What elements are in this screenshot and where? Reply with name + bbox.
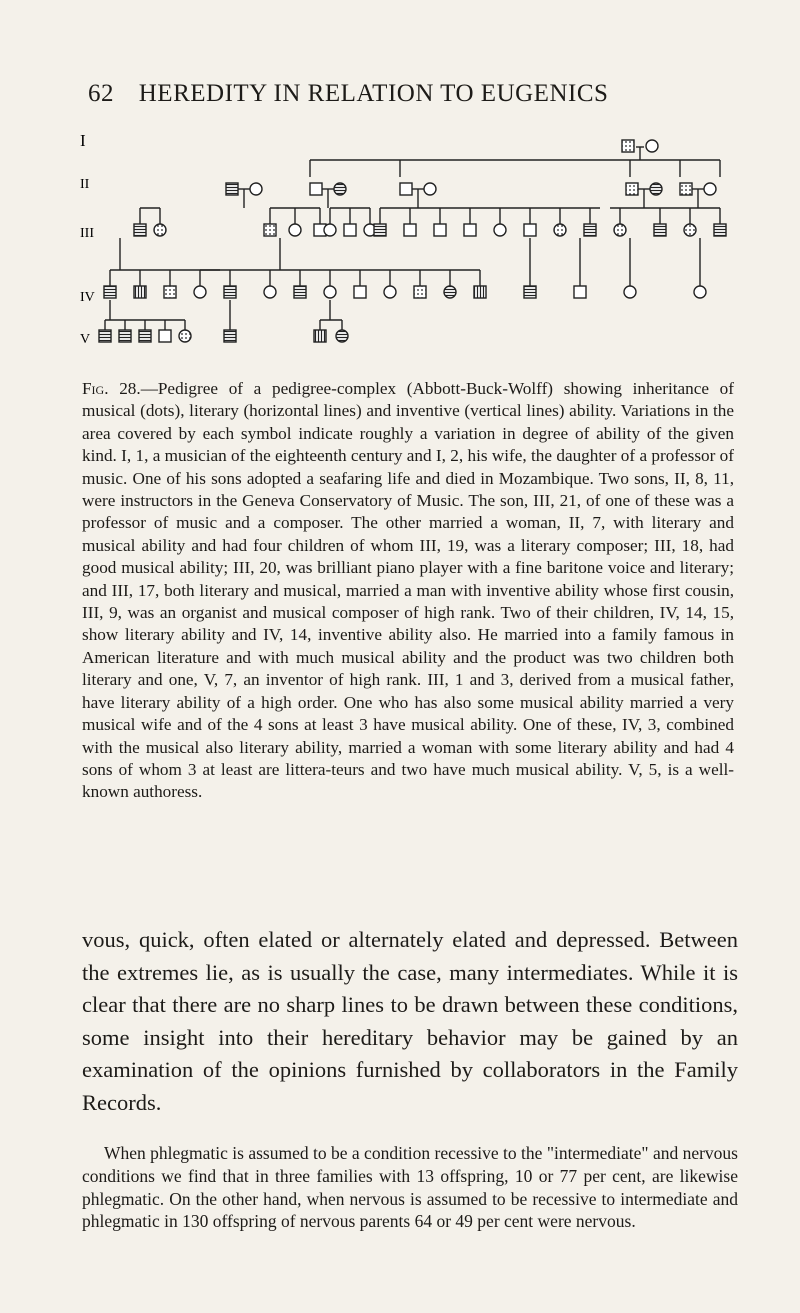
gen-label-i: I [80, 131, 86, 150]
body-paragraph-2: When phlegmatic is assumed to be a condition recessive to the "intermediate" and nervous conditions we find that in three families with 13 offspring, 10 or 77 per cent, are likewise phlegmatic. On the other hand, when nervous is assumed to be recessive to intermediate and phlegmatic in 130 offspring of nervous parents 64 or 49 per cent were nervous. [82, 1143, 738, 1232]
gen-label-v: V [80, 332, 91, 347]
gen-label-iv: IV [80, 290, 95, 305]
running-title: HEREDITY IN RELATION TO EUGENICS [138, 80, 609, 107]
page-number: 62 [88, 80, 114, 107]
caption-text: —Pedigree of a pedigree-complex (Abbott-Buck-Wolff) showing inheritance of musical (dots), literary (horizontal lines) and inventive (vertical lines) ability. Variations in the area covered by each symbol indicate roughly a variation in degree of ability of the given kind. I, 1, a musician of the eighteenth century and I, 2, his wife, the daughter of a professor of music. One of his sons adopted a seafaring life and died in Mozambique. Two sons, II, 8, 11, were instructors in the Geneva Conservatory of Music. The son, III, 21, of one of these was a professor of music and a composer. The other married a woman, II, 7, with literary and musical ability and had four children of whom III, 19, was a literary composer; III, 18, had good musical ability; III, 20, was brilliant piano player with a fine baritone voice and literary; and III, 17, both literary and musical, married a man with inventive ability whose first cousin, III, 9, was an organist and musical composer of high rank. Two of their children, IV, 14, 15, show literary ability and IV, 14, inventive ability also. He married into a family famous in American literature and with much musical ability and the product was two children both literary and one, V, 7, an inventor of high rank. III, 1 and 3, derived from a musical father, have literary ability of a high order. One who has also some musical ability married a very musical wife and of the 4 sons at least 3 have musical ability. One of these, IV, 3, combined with the musical also literary ability, married a woman with some literary ability and had 4 sons of whom 3 at least are littera-teurs and two have much musical ability. V, 5, is a well-known authoress. [82, 379, 734, 802]
body-paragraph-1: vous, quick, often elated or alternately elated and depressed. Between the extremes lie, as is usually the case, many intermediates. While it is clear that there are no sharp lines to be drawn between these conditions, some insight into their hereditary behavior may be gained by an examination of the opinions furnished by collaborators in the Family Records. [82, 927, 738, 1115]
page-header [88, 80, 738, 108]
caption-label: Fig. 28. [82, 379, 141, 398]
gen-label-iii: III [80, 226, 94, 241]
pedigree-figure [80, 120, 740, 375]
figure-caption [82, 378, 734, 804]
gen-label-ii: II [80, 177, 90, 192]
pedigree-lines [105, 147, 720, 330]
pedigree-symbols [99, 140, 726, 342]
pedigree-chart [80, 120, 740, 375]
